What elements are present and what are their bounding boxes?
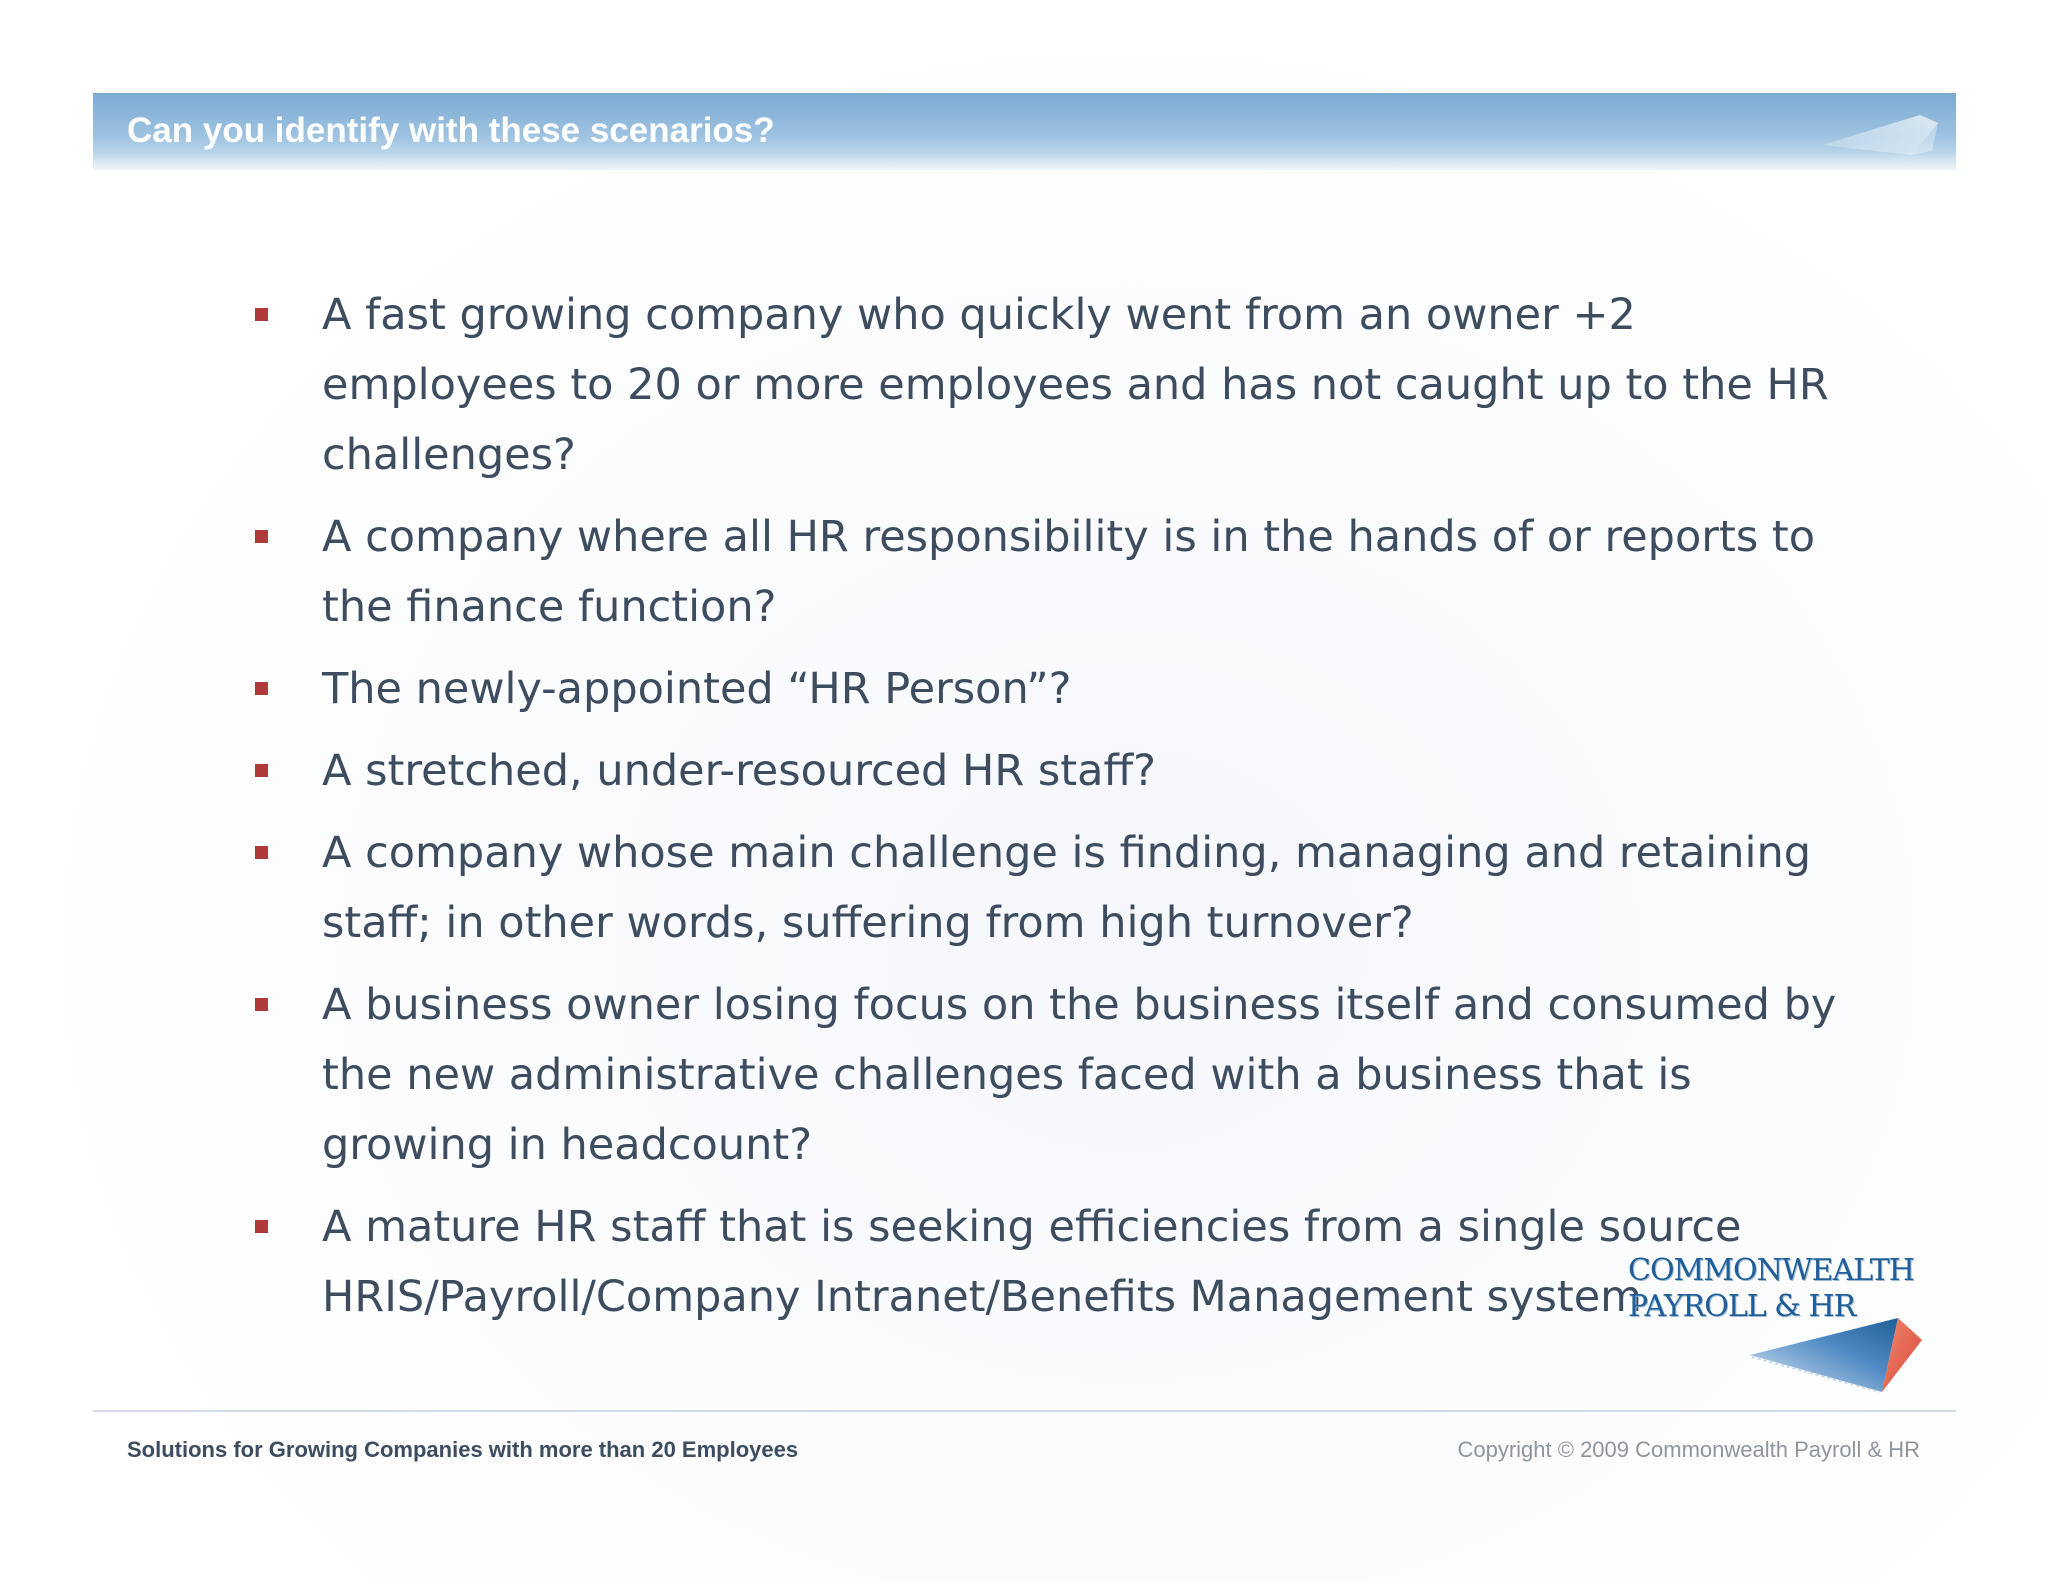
logo-line-2: PAYROLL & HR — [1628, 1289, 1856, 1324]
scenario-list — [250, 280, 1870, 1344]
list-item-text: The newly-appointed “HR Person”? — [322, 664, 1072, 714]
logo-swoosh-icon — [1750, 1310, 1925, 1395]
list-item — [250, 736, 1870, 806]
list-item-text: A company whose main challenge is finding, managing and retaining staff; in other words, suffering from high turnover? — [322, 828, 1812, 948]
list-item-text: A stretched, under-resourced HR staff? — [322, 746, 1156, 796]
square-bullet-icon — [255, 308, 268, 321]
header-logo-mark-icon — [1820, 105, 1940, 157]
square-bullet-icon — [255, 530, 268, 543]
list-item-text: A fast growing company who quickly went from an owner +2 employees to 20 or more employees and has not caught up to the HR challenges? — [322, 290, 1829, 480]
list-item — [250, 502, 1870, 642]
list-item — [250, 818, 1870, 958]
list-item — [250, 654, 1870, 724]
square-bullet-icon — [255, 998, 268, 1011]
square-bullet-icon — [255, 846, 268, 859]
footer-tagline: Solutions for Growing Companies with more than 20 Employees — [127, 1437, 799, 1462]
slide-title-bar — [93, 93, 1956, 170]
list-item — [250, 970, 1870, 1180]
square-bullet-icon — [255, 682, 268, 695]
square-bullet-icon — [255, 1220, 268, 1233]
list-item-text: A mature HR staff that is seeking efficiencies from a single source HRIS/Payroll/Company Intranet/Benefits Management system — [322, 1202, 1742, 1322]
footer-copyright: Copyright © 2009 Commonwealth Payroll & HR — [1457, 1437, 1920, 1462]
logo-line-1: COMMONWEALTH — [1628, 1253, 1914, 1288]
list-item — [250, 280, 1870, 490]
footer-divider — [93, 1410, 1956, 1412]
square-bullet-icon — [255, 764, 268, 777]
slide-title: Can you identify with these scenarios? — [127, 111, 775, 150]
company-logo — [1620, 1250, 1930, 1390]
list-item-text: A business owner losing focus on the business itself and consumed by the new administrative challenges faced with a business that is growing in headcount? — [322, 980, 1837, 1170]
list-item-text: A company where all HR responsibility is in the hands of or reports to the finance function? — [322, 512, 1816, 632]
